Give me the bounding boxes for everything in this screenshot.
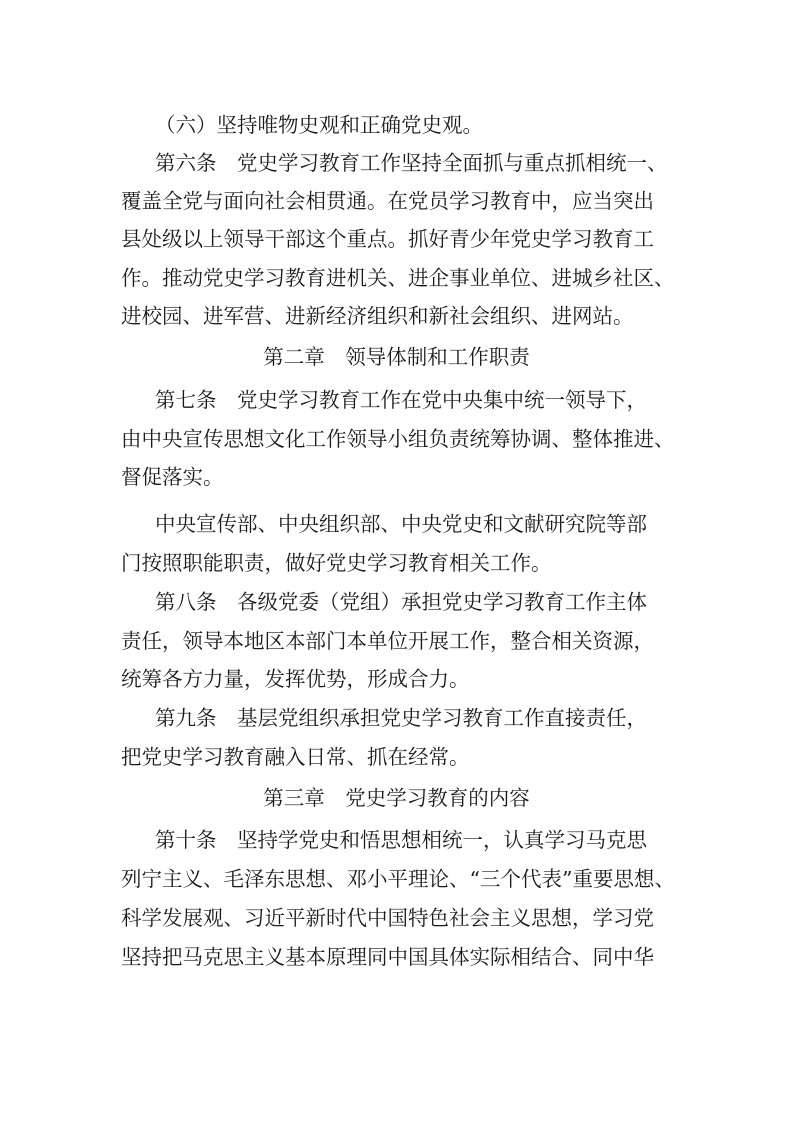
article-6-line-1: 第六条 党史学习教育工作坚持全面抓与重点抓相统一、 — [155, 151, 668, 175]
chapter-2-heading: 第二章 领导体制和工作职责 — [263, 345, 530, 369]
article-6-line-4: 作。推动党史学习教育进机关、进企事业单位、进城乡社区、 — [121, 266, 675, 290]
article-8-line-1: 第八条 各级党委（党组）承担党史学习教育工作主体 — [155, 590, 647, 614]
article-7-line-3: 督促落实。 — [121, 465, 224, 489]
article-8-line-3: 统筹各方力量，发挥优势，形成合力。 — [121, 667, 470, 691]
article-6-line-2: 覆盖全党与面向社会相贯通。在党员学习教育中，应当突出 — [121, 189, 654, 213]
chapter-3-heading: 第三章 党史学习教育的内容 — [263, 786, 530, 810]
article-6-line-3: 县处级以上领导干部这个重点。抓好青少年党史学习教育工 — [121, 227, 654, 251]
clause-item-6: （六）坚持唯物史观和正确党史观。 — [155, 113, 483, 137]
article-10-line-2: 列宁主义、毛泽东思想、邓小平理论、“三个代表”重要思想、 — [121, 867, 675, 891]
article-10-line-4: 坚持把马克思主义基本原理同中国具体实际相结合、同中华 — [121, 945, 654, 969]
article-8-line-2: 责任，领导本地区本部门本单位开展工作，整合相关资源， — [121, 629, 654, 653]
article-7-line-2: 由中央宣传思想文化工作领导小组负责统筹协调、整体推进、 — [121, 427, 675, 451]
article-9-line-1: 第九条 基层党组织承担党史学习教育工作直接责任， — [155, 706, 647, 730]
article-7-line-1: 第七条 党史学习教育工作在党中央集中统一领导下， — [155, 388, 647, 412]
article-10-line-1: 第十条 坚持学党史和悟思想相统一，认真学习马克思 — [155, 828, 647, 852]
article-7-para-2-line-2: 门按照职能职责，做好党史学习教育相关工作。 — [121, 551, 552, 575]
article-10-line-3: 科学发展观、习近平新时代中国特色社会主义思想，学习党 — [121, 906, 654, 930]
article-9-line-2: 把党史学习教育融入日常、抓在经常。 — [121, 745, 470, 769]
article-7-para-2-line-1: 中央宣传部、中央组织部、中央党史和文献研究院等部 — [155, 512, 647, 536]
article-6-line-5: 进校园、进军营、进新经济组织和新社会组织、进网站。 — [121, 304, 634, 328]
